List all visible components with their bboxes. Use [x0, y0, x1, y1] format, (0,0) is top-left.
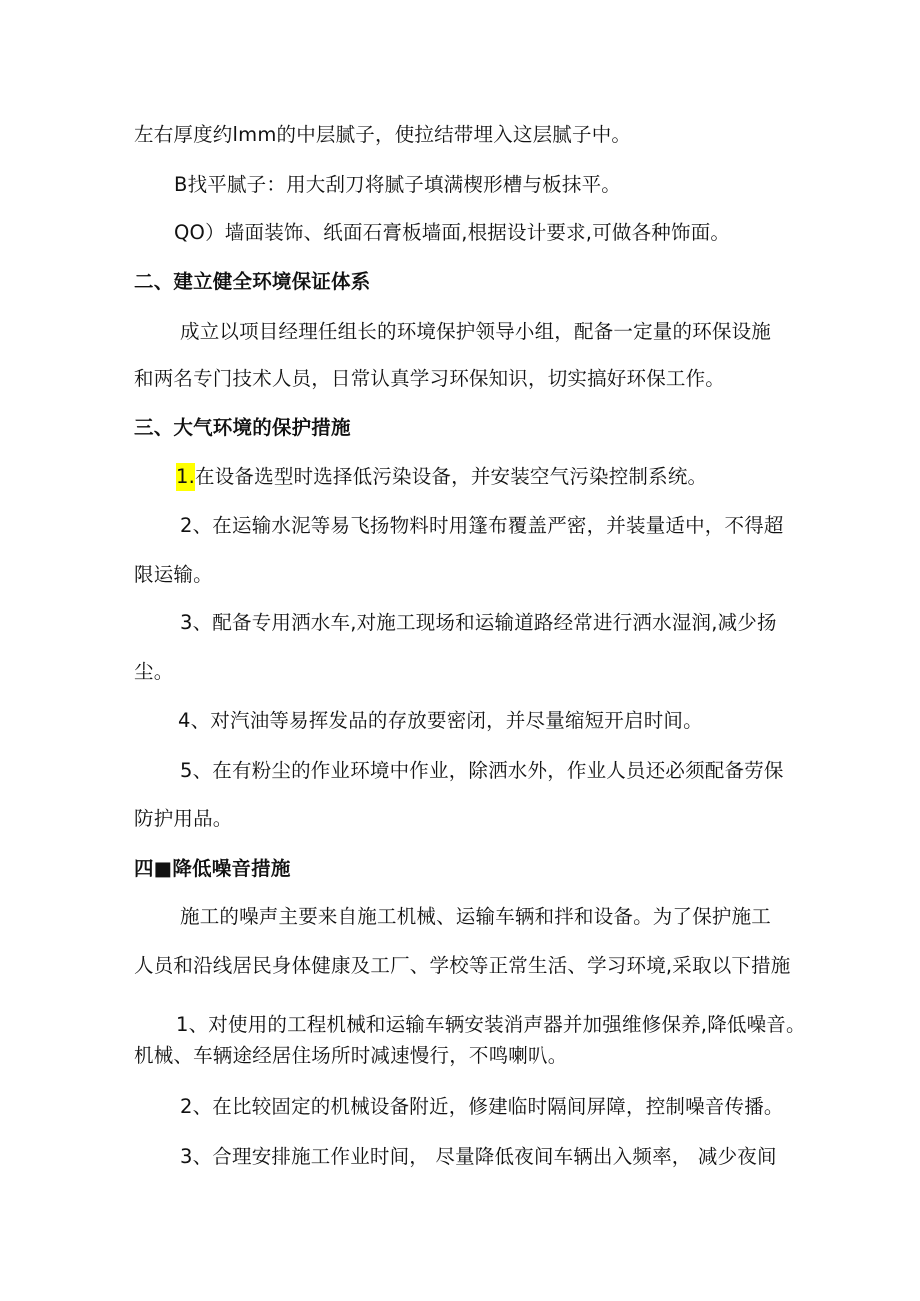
paragraph-line: 限运输。 [134, 563, 213, 586]
paragraph-line: 2、在比较固定的机械设备附近，修建临时隔间屏障，控制噪音传播。 [180, 1095, 784, 1118]
paragraph-line: 1、对使用的工程机械和运输车辆安装消声器并加强维修保养,降低噪音。 [176, 1013, 806, 1036]
paragraph-line: 尘。 [134, 660, 174, 683]
paragraph-line: 2、在运输水泥等易飞扬物料时用篷布覆盖严密，并装量适中，不得超 [180, 514, 784, 537]
paragraph-line: 成立以项目经理任组长的环境保护领导小组，配备一定量的环保设施 [180, 320, 772, 343]
paragraph-line: 和两名专门技术人员，日常认真学习环保知识，切实搞好环保工作。 [134, 367, 726, 390]
paragraph-line: 防护用品。 [134, 807, 233, 830]
paragraph-line: 机械、车辆途经居住场所时减速慢行，不鸣喇叭。 [134, 1044, 568, 1067]
paragraph-line: 3、配备专用洒水车,对施工现场和运输道路经常进行洒水湿润,减少扬 [180, 611, 777, 634]
paragraph-line: 人员和沿线居民身体健康及工厂、学校等正常生活、学习环境,采取以下措施 [134, 954, 791, 977]
paragraph-line: 5、在有粉尘的作业环境中作业，除洒水外，作业人员还必须配备劳保 [180, 759, 784, 782]
section-heading-4: 四■降低噪音措施 [134, 857, 291, 880]
paragraph-line: B找平腻子：用大刮刀将腻子填满楔形槽与板抹平。 [174, 173, 621, 196]
paragraph-line: 4、对汽油等易挥发品的存放要密闭，并尽量缩短开启时间。 [178, 709, 703, 732]
paragraph-line: 左右厚度约lmm的中层腻子，使拉结带埋入这层腻子中。 [134, 123, 632, 146]
paragraph-line: QO）墙面装饰、纸面石膏板墙面,根据设计要求,可做各种饰面。 [174, 221, 731, 244]
highlight-marker: 1. [176, 463, 195, 491]
paragraph-line: 施工的噪声主要来自施工机械、运输车辆和拌和设备。为了保护施工 [180, 905, 772, 928]
paragraph-line: 3、合理安排施工作业时间， 尽量降低夜间车辆出入频率， 减少夜间 [180, 1145, 777, 1168]
list-item-text: 在设备选型时选择低污染设备，并安装空气污染控制系统。 [195, 465, 708, 488]
list-item-highlighted [176, 463, 707, 491]
section-heading-3: 三、大气环境的保护措施 [134, 416, 351, 439]
section-heading-2: 二、建立健全环境保证体系 [134, 270, 371, 293]
